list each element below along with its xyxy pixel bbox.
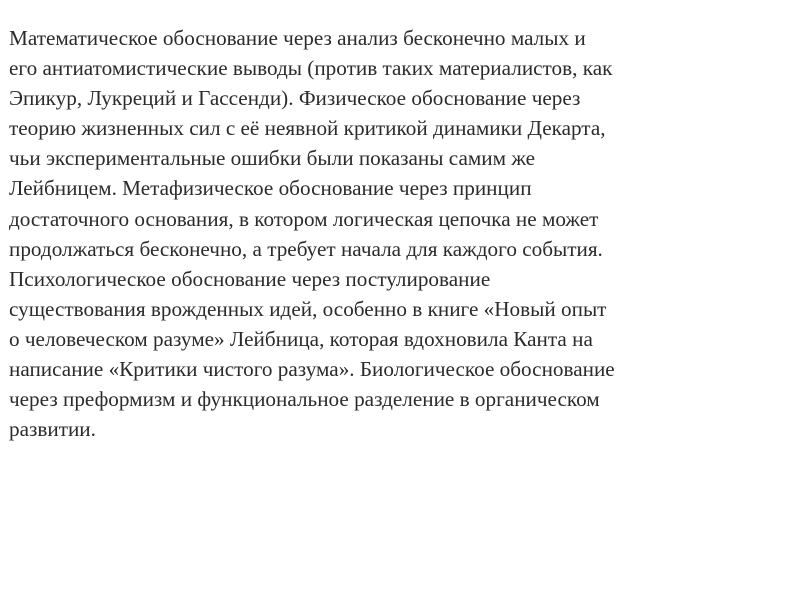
text-line: Эпикур, Лукреций и Гассенди). Физическое обоснование через [9,86,581,111]
body-paragraph [9,23,794,444]
text-line: теорию жизненных сил с её неявной критикой динамики Декарта, [9,116,606,141]
text-line: достаточного основания, в котором логическая цепочка не может [9,206,599,231]
text-line: Психологическое обоснование через постулирование [9,266,491,291]
text-line: существования врожденных идей, особенно в книге «Новый опыт [9,296,607,321]
text-line: Лейбницем. Метафизическое обоснование через принцип [9,176,532,201]
text-line: его антиатомистические выводы (против таких материалистов, как [9,56,613,81]
text-line: о человеческом разуме» Лейбница, которая вдохновила Канта на [9,326,593,351]
text-line: чьи экспериментальные ошибки были показаны самим же [9,146,536,171]
text-line: через преформизм и функциональное разделение в органическом [9,387,600,412]
text-line: Математическое обоснование через анализ бесконечно малых и [9,26,586,50]
text-line: развитии. [9,417,96,442]
text-line: продолжаться бесконечно, а требует начала для каждого события. [9,236,603,261]
text-line: написание «Критики чистого разума». Биологическое обоснование [9,357,615,382]
